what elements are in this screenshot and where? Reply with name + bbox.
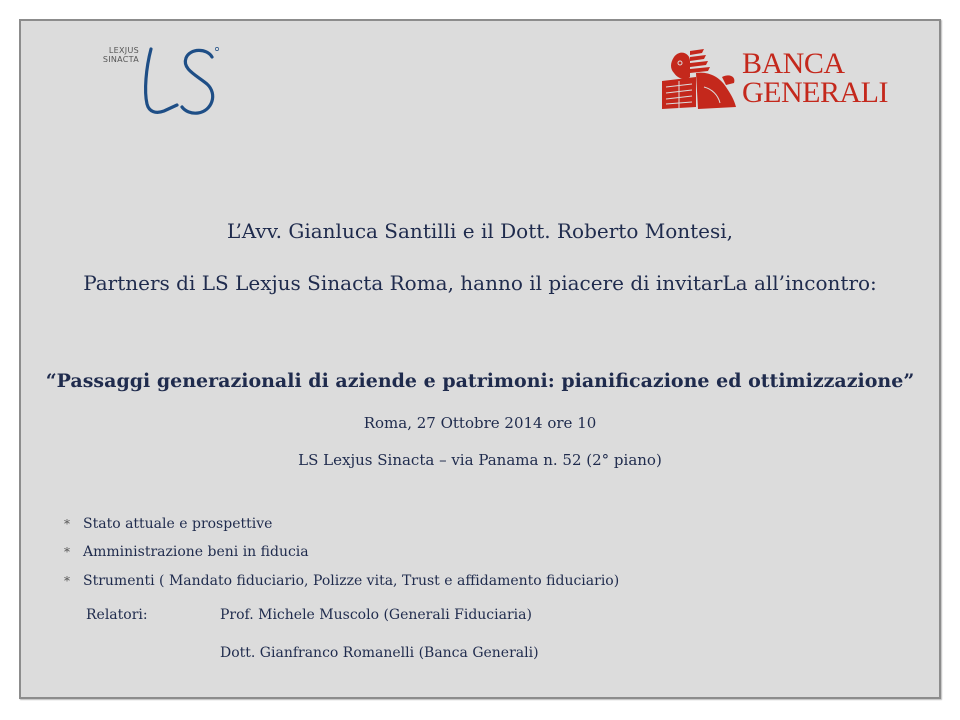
topic-item: * Amministrazione beni in fiducia bbox=[64, 544, 309, 560]
topic-item: * Strumenti ( Mandato fiduciario, Polizze vita, Trust e affidamento fiduciario) bbox=[64, 573, 620, 589]
invitation-card bbox=[19, 19, 941, 699]
bullet-asterisk-icon: * bbox=[64, 545, 70, 559]
speakers-label: Relatori: bbox=[86, 607, 148, 623]
banca-generali-logo bbox=[660, 47, 900, 113]
banca-generali-wordmark: BANCA GENERALI bbox=[742, 47, 888, 109]
winged-lion-icon bbox=[660, 47, 740, 113]
invitation-sentence: Partners di LS Lexjus Sinacta Roma, hanno il piacere di invitarLa all’incontro: bbox=[83, 271, 877, 295]
event-venue: LS Lexjus Sinacta – via Panama n. 52 (2° piano) bbox=[298, 451, 662, 469]
speaker-item: Prof. Michele Muscolo (Generali Fiduciaria) bbox=[220, 607, 532, 623]
host-names: L’Avv. Gianluca Santilli e il Dott. Roberto Montesi, bbox=[226, 219, 734, 243]
event-title: “Passaggi generazionali di aziende e patrimoni: pianificazione ed ottimizzazione” bbox=[45, 370, 915, 392]
ls-logo-small-text: LEXJUS SINACTA bbox=[102, 46, 139, 64]
ls-mark-icon bbox=[94, 43, 234, 119]
speaker-item: Dott. Gianfranco Romanelli (Banca Generali) bbox=[220, 645, 539, 661]
bullet-asterisk-icon: * bbox=[64, 517, 70, 531]
topic-item: * Stato attuale e prospettive bbox=[64, 516, 273, 532]
ls-lexjus-sinacta-logo bbox=[94, 43, 234, 119]
bullet-asterisk-icon: * bbox=[64, 574, 70, 588]
event-date: Roma, 27 Ottobre 2014 ore 10 bbox=[363, 414, 597, 432]
